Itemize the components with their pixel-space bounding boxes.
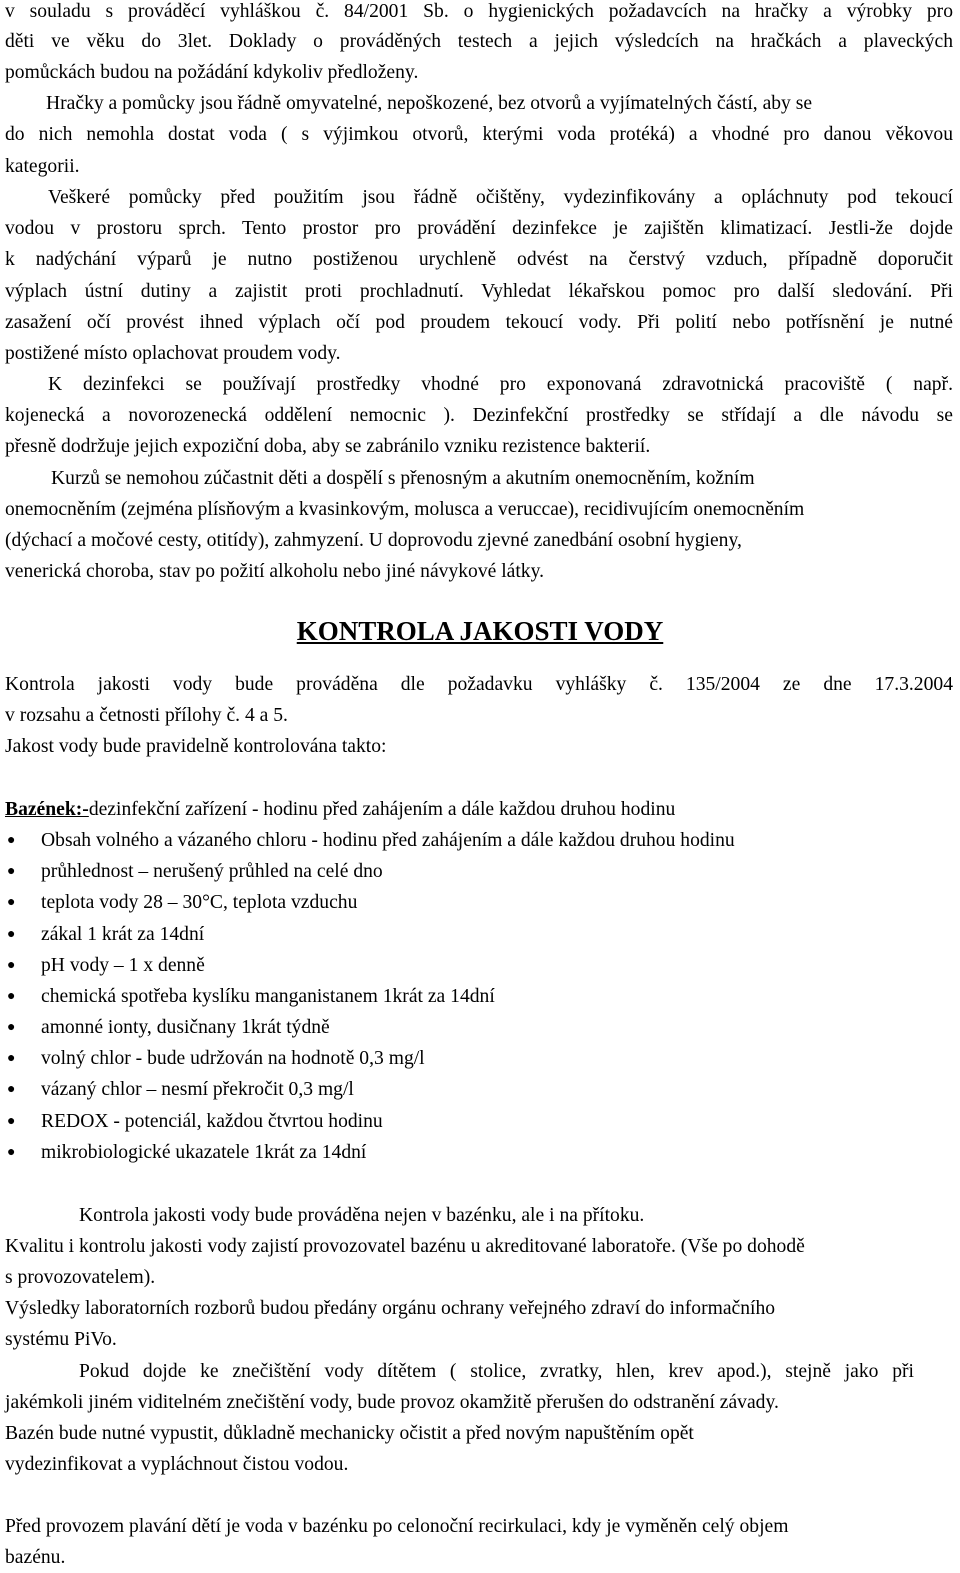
contamination-line-1: Pokud dojde ke znečištění vody dítětem ( stolice, zvratky, hlen, krev apod.), stejně jako při (79, 1361, 914, 1382)
intro-line-2: děti ve věku do 3let. Doklady o prováděných testech a jejich výsledcích na hračkách a plaveckých (5, 31, 953, 52)
bullet-icon: ● (7, 1020, 16, 1035)
exclusion-line-4: venerická choroba, stav po požití alkoholu nebo jiné návykové látky. (5, 561, 545, 582)
basin-label: Bazének:- (5, 799, 89, 820)
bullet-icon: ● (7, 864, 16, 879)
disinfection-line-3: přesně dodržuje jejich expoziční doba, aby se zabránilo vzniku rezistence bakterií. (5, 436, 651, 457)
exclusion-line-3: (dýchací a močové cesty, otitídy), zahmyzení. U doprovodu zjevné zanedbání osobní hygieny, (5, 530, 742, 551)
exclusion-line-2: onemocněním (zejména plísňovým a kvasinkovým, molusca a veruccae), recidivujícím onemocněním (5, 499, 805, 520)
cleaning-line-3: k nadýchání výparů je nutno postiženou urychleně odvést na čerstvý vzduch, případně doporučit (5, 249, 953, 270)
quality-line-3: Jakost vody bude pravidelně kontrolována takto: (5, 736, 387, 757)
list-item: vázaný chlor – nesmí překročit 0,3 mg/l (41, 1079, 354, 1100)
list-item: volný chlor - bude udržován na hodnotě 0,3 mg/l (41, 1048, 425, 1069)
list-item: teplota vody 28 – 30°C, teplota vzduchu (41, 892, 358, 913)
list-item: REDOX - potenciál, každou čtvrtou hodinu (41, 1111, 383, 1132)
bullet-icon: ● (7, 833, 16, 848)
toys-line-3: kategorii. (5, 156, 80, 177)
inflow-line-3: s provozovatelem). (5, 1267, 156, 1288)
contamination-line-3: Bazén bude nutné vypustit, důkladně mechanicky očistit a před novým napuštěním opět (5, 1423, 694, 1444)
list-item: Obsah volného a vázaného chloru - hodinu před zahájením a dále každou druhou hodinu (41, 830, 735, 851)
inflow-line-5: systému PiVo. (5, 1329, 117, 1350)
section-title: KONTROLA JAKOSTI VODY (296, 616, 664, 646)
cleaning-line-6: postižené místo oplachovat proudem vody. (5, 343, 341, 364)
bullet-icon: ● (7, 958, 16, 973)
disinfection-line-2: kojenecká a novorozenecká oddělení nemocnic ). Dezinfekční prostředky se střídají a dle návodu se (5, 405, 953, 426)
bullet-icon: ● (7, 895, 16, 910)
quality-line-1: Kontrola jakosti vody bude prováděna dle požadavku vyhlášky č. 135/2004 ze dne 17.3.2004 (5, 674, 953, 695)
intro-line-1: v souladu s prováděcí vyhláškou č. 84/2001 Sb. o hygienických požadavcích na hračky a výrobky pro (5, 1, 953, 22)
toys-line-1: Hračky a pomůcky jsou řádně omyvatelné, nepoškozené, bez otvorů a vyjímatelných částí, aby se (46, 93, 813, 114)
list-item: mikrobiologické ukazatele 1krát za 14dní (41, 1142, 367, 1163)
bullet-icon: ● (7, 1051, 16, 1066)
toys-line-2: do nich nemohla dostat voda ( s výjimkou otvorů, kterými voda protéká) a vhodné pro danou věkovou (5, 124, 953, 145)
inflow-line-4: Výsledky laboratorních rozborů budou předány orgánu ochrany veřejného zdraví do informačního (5, 1298, 776, 1319)
list-item: chemická spotřeba kyslíku manganistanem 1krát za 14dní (41, 986, 495, 1007)
exclusion-line-1: Kurzů se nemohou zúčastnit děti a dospělí s přenosným a akutním onemocněním, kožním (51, 468, 755, 489)
cleaning-line-1: Veškeré pomůcky před použitím jsou řádně očištěny, vydezinfikovány a opláchnuty pod tekoucí (48, 187, 953, 208)
final-line-1: Před provozem plavání dětí je voda v bazénku po celonoční recirkulaci, kdy je vyměněn celý objem (5, 1516, 789, 1537)
bullet-icon: ● (7, 1082, 16, 1097)
list-item: průhlednost – nerušený průhled na celé dno (41, 861, 383, 882)
contamination-line-4: vydezinfikovat a vypláchnout čistou vodou. (5, 1454, 349, 1475)
contamination-line-2: jakémkoli jiném viditelném znečištění vody, bude provoz okamžitě přerušen do odstranění závady. (5, 1392, 779, 1413)
cleaning-line-5: zasažení očí provést ihned výplach očí pod proudem tekoucí vody. Při polití nebo potřísnění je nutné (5, 312, 953, 333)
cleaning-line-4: výplach ústní dutiny a zajistit proti prochladnutí. Vyhledat lékařskou pomoc pro další sledování. Při (5, 281, 953, 302)
bullet-icon: ● (7, 1114, 16, 1129)
basin-line (5, 798, 675, 822)
intro-line-3: pomůckách budou na požádání kdykoliv předloženy. (5, 62, 419, 83)
final-line-2: bazénu. (5, 1547, 66, 1568)
bullet-icon: ● (7, 989, 16, 1004)
bullet-icon: ● (7, 927, 16, 942)
inflow-line-2: Kvalitu i kontrolu jakosti vody zajistí provozovatel bazénu u akreditované laboratoře. (Vše po dohodě (5, 1236, 805, 1257)
quality-line-2: v rozsahu a četnosti přílohy č. 4 a 5. (5, 705, 288, 726)
bullet-icon: ● (7, 1145, 16, 1160)
list-item: amonné ionty, dusičnany 1krát týdně (41, 1017, 330, 1038)
list-item: zákal 1 krát za 14dní (41, 924, 205, 945)
cleaning-line-2: vodou v prostoru sprch. Tento prostor pro provádění dezinfekce je zajištěn klimatizací. Jestli-že dojde (5, 218, 953, 239)
basin-text: dezinfekční zařízení - hodinu před zahájením a dále každou druhou hodinu (88, 799, 676, 820)
disinfection-line-1: K dezinfekci se používají prostředky vhodné pro exponovaná zdravotnická pracoviště ( např. (48, 374, 953, 395)
list-item: pH vody – 1 x denně (41, 955, 205, 976)
inflow-line-1: Kontrola jakosti vody bude prováděna nejen v bazénku, ale i na přítoku. (79, 1205, 645, 1226)
